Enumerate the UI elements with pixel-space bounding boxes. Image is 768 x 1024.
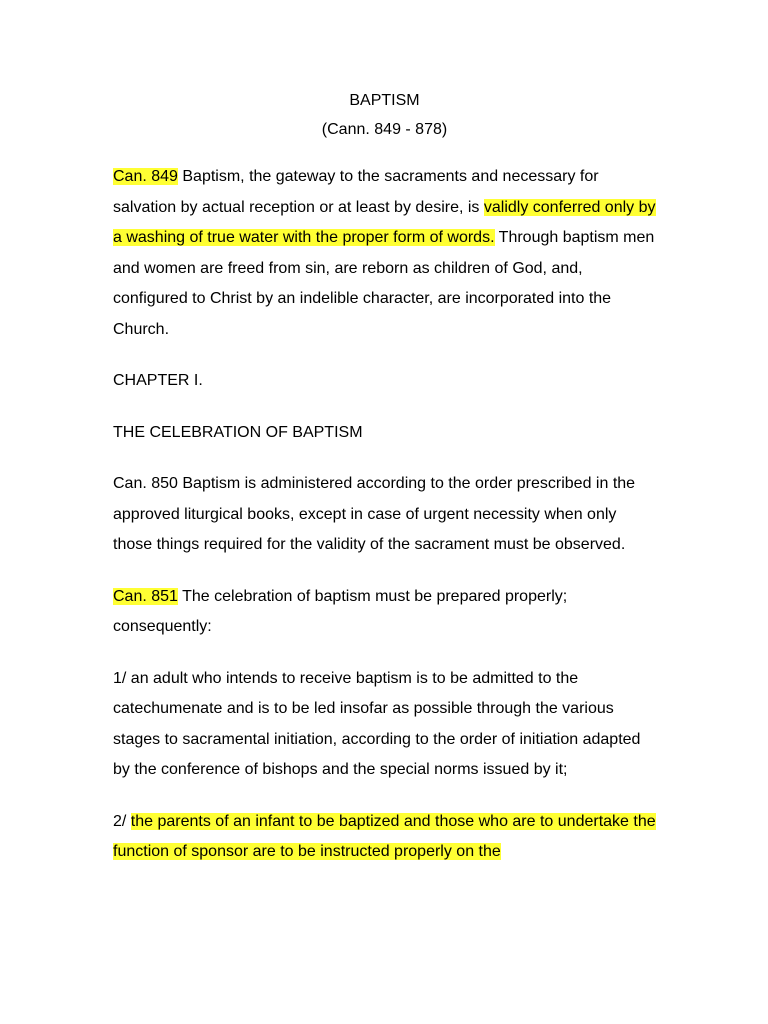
item-2-highlight: the parents of an infant to be baptized and those who are to undertake the function of sponsor are to be instructed properly on the (113, 812, 656, 860)
canon-851-label: Can. 851 (113, 587, 178, 605)
chapter-number: CHAPTER I. (113, 372, 203, 389)
document-title: BAPTISM (349, 92, 420, 109)
canon-849-text-b: Through baptism men and women are freed from sin, are reborn as children of God, and, configured to Christ by an indelible character, are incorporated into the Church. (113, 229, 655, 338)
canon-850-paragraph: Can. 850 Baptism is administered according to the order prescribed in the approved liturgical books, except in case of urgent necessity when only those things required for the validity of the sacrament must be observed. (113, 475, 636, 553)
canon-849-paragraph (113, 162, 656, 345)
canon-849-highlight: validly conferred only by a washing of true water with the proper form of words. (113, 198, 656, 246)
canon-851-text: The celebration of baptism must be prepared properly; consequently: (113, 587, 568, 635)
chapter-title: THE CELEBRATION OF BAPTISM (113, 423, 363, 441)
canon-849-text-a: Baptism, the gateway to the sacraments and necessary for salvation by actual reception or at least by desire, is (113, 168, 599, 216)
item-1-paragraph: 1/ an adult who intends to receive baptism is to be admitted to the catechumenate and is to be led insofar as possible through the various stages to sacramental initiation, according to the order of initiation adapted by the conference of bishops and the special norms issued by it; (113, 669, 641, 778)
item-2-prefix: 2/ (113, 812, 131, 830)
canon-range-subtitle: (Cann. 849 - 878) (321, 121, 448, 138)
canon-851-paragraph (113, 582, 656, 643)
item-2-paragraph (113, 807, 656, 868)
canon-849-label: Can. 849 (113, 168, 178, 185)
